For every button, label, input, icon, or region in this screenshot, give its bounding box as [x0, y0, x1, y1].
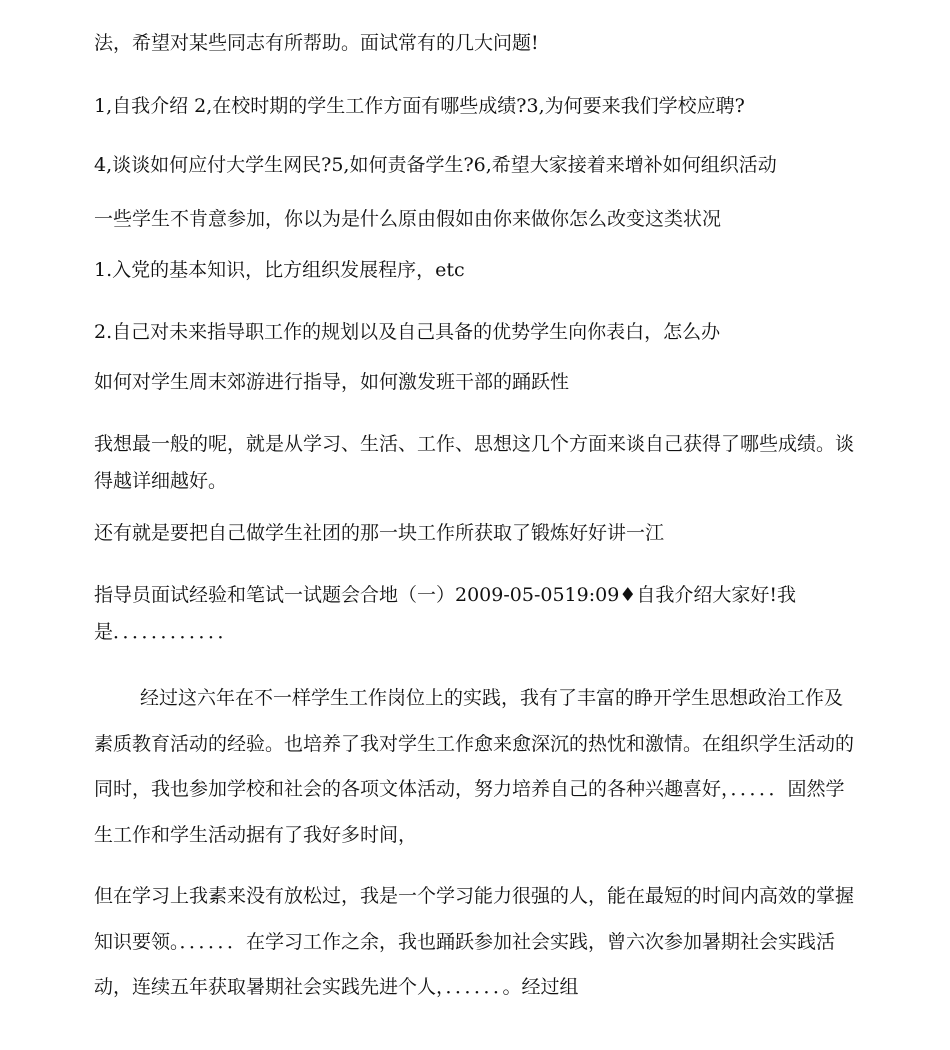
paragraph-study: 但在学习上我素来没有放松过，我是一个学习能力很强的人，能在最短的时间内高效的掌握知识要领。．．．．．．在学习工作之余，我也踊跃参加社会实践，曾六次参加暑期社会实践活动，连续五年获取暑期社会实践先进个人，．．．．．．。经过组 [94, 885, 855, 998]
paragraph-achievements-advice: 我想最一般的呢，就是从学习、生活、工作、思想这几个方面来谈自己获得了哪些成绩。谈得越详细越好。 [94, 433, 855, 492]
paragraph-participation-question: 一些学生不肯意参加，你以为是什么原由假如由你来做你怎么改变这类状况 [94, 208, 722, 230]
paragraph-career-plan: 2.自己对未来指导职工作的规划以及自己具备的优势学生向你表白，怎么办 [94, 321, 721, 343]
paragraph-intro-line: 法，希望对某些同志有所帮助。面试常有的几大问题! [94, 32, 539, 54]
paragraph-weekend-outing: 如何对学生周末郊游进行指导，如何激发班干部的踊跃性 [94, 371, 570, 393]
paragraph-questions-1-3: 1,自我介绍 2,在校时期的学生工作方面有哪些成绩?3,为何要来我们学校应聘? [94, 95, 745, 117]
paragraph-experience: 经过这六年在不一样学生工作岗位上的实践，我有了丰富的睁开学生思想政治工作及素质教育活动的经验。也培养了我对学生工作愈来愈深沉的热忱和激情。在组织学生活动的同时，我也参加学校和社会的各项文体活动，努力培养自己的各种兴趣喜好，．．．．．固然学生工作和学生活动据有了我好多时间， [94, 687, 855, 846]
paragraph-questions-4-6: 4,谈谈如何应付大学生网民?5,如何责备学生?6,希望大家接着来增补如何组织活动 [94, 154, 777, 176]
paragraph-interview-heading: 指导员面试经验和笔试一试题会合地（一）2009-05-0519:09♦自我介绍大家好!我是．．．．．．．．．．．． [94, 584, 796, 643]
paragraph-student-society: 还有就是要把自己做学生社团的那一块工作所获取了锻炼好好讲一江 [94, 522, 665, 544]
paragraph-party-knowledge: 1.入党的基本知识，比方组织发展程序，etc [94, 259, 465, 281]
